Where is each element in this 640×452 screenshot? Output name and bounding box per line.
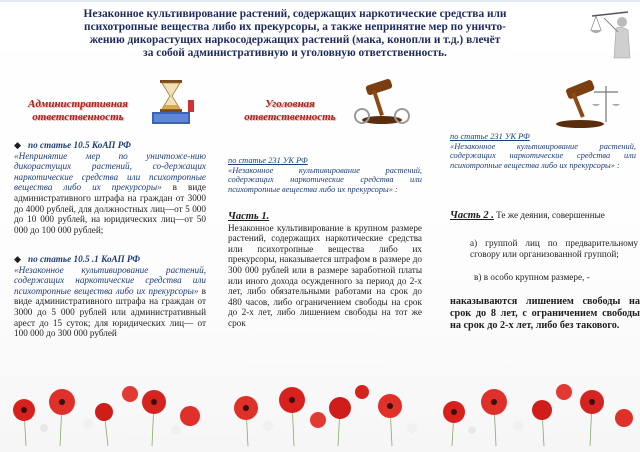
criminal-part-2-item-b: в) в особо крупном размере, -: [474, 272, 590, 282]
title-line-1: Незаконное культивирование растений, содержащих наркотические средства или: [83, 8, 507, 20]
poppy-flowers-image: [432, 380, 638, 446]
criminal-part-1: [228, 212, 422, 329]
admin-article-2-body: в виде административного штрафа на граждан от 3000 до 5 000 рублей или административный арест до 15 суток; для юридических лиц— от 100 000 до 300 000 рублей: [14, 285, 206, 339]
criminal2-article: [450, 132, 636, 170]
gavel-scales-icon: [536, 78, 626, 130]
criminal-part-2-intro: Те же деяния, совершенные: [496, 210, 605, 220]
criminal-article-ref: по статье 231 УК РФ: [228, 156, 308, 165]
hourglass-icon: [146, 78, 196, 128]
admin-article-1: ◆ по статье 10.5 КоАП РФ «Непринятие мер по уничтоже-нию дикорастущих растений, со-держащих наркотические средства или психотропные вещества либо их прекурсоры» в виде административного штрафа на граждан от 3000 до 4000 рублей, для должностных лиц—от 5 000 до 10 000 рублей, на юридических лиц—от 50 000 до 100 000 рублей;: [14, 140, 206, 235]
title-line-3: жению дикорастущих наркосодержащих растений (мака, конопли и т.д.) влечёт: [89, 34, 501, 46]
admin-article-1-ref: по статье 10.5 КоАП РФ: [27, 140, 131, 150]
criminal2-article-ref: по статье 231 УК РФ: [450, 132, 530, 141]
criminal-part-1-label: Часть 1.: [228, 211, 270, 222]
poppy-flowers-image: [222, 380, 428, 446]
admin-article-2-ref: по статье 10.5 .1 КоАП РФ: [27, 254, 141, 264]
criminal2-article-name: «Незаконное культивирование растений, содержащих наркотические средства или психотропные вещества либо их прекурсоры» :: [450, 141, 636, 170]
criminal-article-name: «Незаконное культивирование растений, содержащих наркотические средства или психотропные вещества либо их прекурсоры» :: [228, 165, 422, 194]
criminal-part-2-penalty: наказываются лишением свободы на срок до 8 лет, с ограничением свободы на срок до 2-х лет, либо без такового.: [450, 296, 640, 331]
criminal-part-2-item-a: а) группой лиц по предварительному сговору или организованной группой;: [470, 238, 638, 259]
admin-article-2: ◆ по статье 10.5 .1 КоАП РФ «Незаконное культивирование растений, содержащих наркотические средства или психотропные вещества либо их прекурсоры» в виде административного штрафа на граждан от 3000 до 5 000 рублей или административный арест до 15 суток; для юридических лиц— от 100 000 до 300 000 рублей: [14, 254, 206, 339]
admin-article-1-body: в виде административного штрафа на граждан от 3000 до 4000 рублей, для должностных лиц—от 5 000 до 10 000 рублей, на юридических лиц—от 50 000 до 100 000 рублей;: [14, 182, 206, 235]
title-line-4: за собой административную и уголовную ответственность.: [143, 47, 447, 59]
gavel-handcuffs-icon: [350, 76, 412, 126]
administrative-title: Административная ответственность: [28, 98, 128, 123]
admin-article-1-name: «Непринятие мер по уничтоже-нию дикорастущих растений, со-держащих наркотические средства или психотропные вещества либо их прекурсоры»: [14, 150, 206, 193]
admin-article-2-name: «Незаконное культивирование растений, содержащих наркотические средства или психотропные вещества либо их прекурсоры»: [14, 264, 206, 296]
page-title: [40, 8, 550, 60]
themis-scales-icon: [588, 2, 634, 60]
criminal-part-2: [450, 210, 640, 222]
top-border: [0, 0, 640, 2]
criminal-title: Уголовная ответственность: [244, 98, 336, 123]
criminal-article: [228, 156, 422, 194]
poppy-flowers-image: [4, 380, 210, 446]
criminal-part-1-body: Незаконное культивирование в крупном размере растений, содержащих наркотические средства или психотропные вещества либо их прекурсоры, наказывается штрафом в размере до 300 000 рублей или в размере заработной платы или иного дохода осужденного за период до 2-х лет, либо обязательными работами на срок до 480 часов, либо ограничением свободы на срок до 2-х лет, либо лишением свободы на тот же срок: [228, 222, 422, 328]
title-line-2: психотропные вещества либо их прекурсоры, а также непринятие мер по уничто-: [84, 21, 506, 33]
criminal-part-2-label: Часть 2 .: [450, 210, 494, 221]
